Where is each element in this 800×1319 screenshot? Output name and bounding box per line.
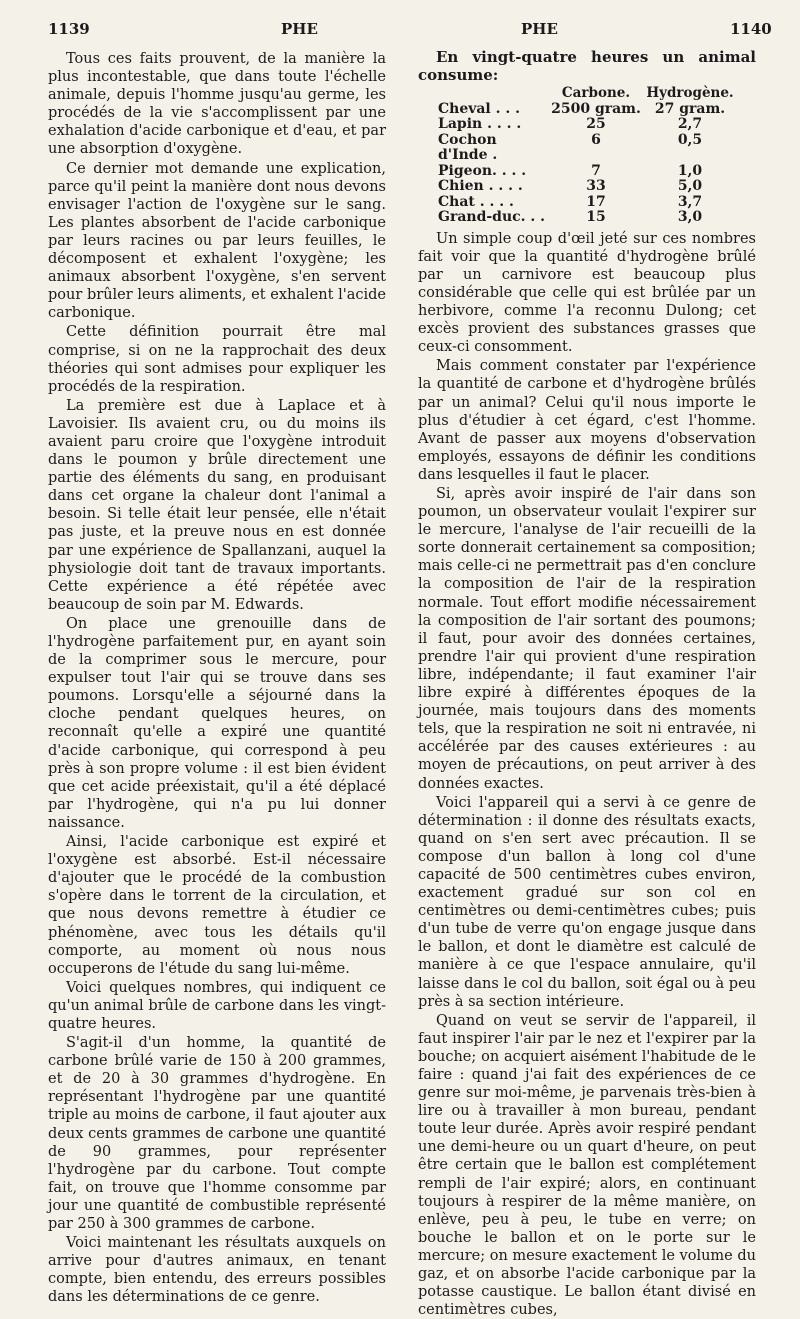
carbon-cell: 25 (586, 116, 606, 133)
animal-cell: Grand-duc. . . (438, 209, 546, 226)
carbon-cell: 17 (586, 193, 606, 210)
animal-cell: Chien . . . . (438, 178, 523, 195)
paragraph: Voici maintenant les résultats auxquels on arrive pour d'autres animaux, en tenant compte, bien entendu, des erreurs possibles dans les déterminations de ce genre. (48, 1235, 386, 1306)
hydrogen-cell: 5,0 (677, 178, 703, 195)
paragraph: Tous ces faits prouvent, de la manière la plus incontestable, que dans toute l'échelle animale, depuis l'homme jusqu'au germe, les procédés de la vie s'accomplissent par une exhalation d'acide carbonique et d'eau, et par une absorption d'oxygène. (48, 51, 386, 158)
hydrogen-column-header: Hydrogène. (646, 85, 734, 102)
table-row (418, 133, 756, 164)
animal-cell: Cochon d'Inde . (438, 131, 498, 164)
table-row (418, 102, 756, 118)
table-header-row (418, 86, 756, 102)
carbon-cell: 33 (586, 178, 606, 195)
table-row (418, 117, 756, 133)
left-running-head: PHE (281, 20, 318, 38)
consumption-table (418, 86, 756, 226)
carbon-cell: 2500 gram. (551, 100, 641, 117)
right-page-number: 1140 (730, 20, 772, 38)
table-row (418, 195, 756, 211)
paragraph: Un simple coup d'œil jeté sur ces nombres fait voir que la quantité d'hydrogène brûlé par un carnivore est beaucoup plus considérable que celle qui est brûlée par un herbivore, comme l'a reconnu Dulong; cet excès provient des substances grasses que ceux-ci consomment. (418, 230, 756, 356)
paragraph: Si, après avoir inspiré de l'air dans son poumon, un observateur voulait l'expirer sur le mercure, l'analyse de l'air recueilli de la sorte donnerait certainement sa composition; mais celle-ci ne permettrait pas d'en conclure la composition de l'air de la respiration normale. Tout effort modifie nécessairement la composition de l'air sortant des poumons; il faut, pour avoir des données certaines, prendre l'air qui provient d'une respiration libre, indépendante; il faut examiner l'air libre expiré à différentes époques de la journée, mais toujours dans des moments tels, que la respiration ne soit ni entravée, ni accélérée par des causes extérieures : au moyen de précautions, on peut arriver à des données exactes. (418, 486, 756, 792)
table-row (418, 164, 756, 180)
animal-cell: Pigeon. . . . (438, 162, 527, 179)
carbon-cell: 6 (591, 131, 601, 148)
paragraph: Cette définition pourrait être mal comprise, si on ne la rapprochait des deux théories qui sont admises pour expliquer les procédés de la respiration. (48, 324, 386, 395)
right-running-head: PHE (521, 20, 558, 38)
hydrogen-cell: 0,5 (677, 131, 703, 148)
left-page-number: 1139 (48, 20, 90, 38)
paragraph: Quand on veut se servir de l'appareil, il faut inspirer l'air par le nez et l'expirer par la bouche; on acquiert aisément l'habitude de le faire : quand j'ai fait des expériences de ce genre sur moi-même, je parvenais très-bien à lire ou à travailler à mon bureau, pendant toute leur durée. Après avoir respiré pendant une demi-heure ou un quart d'heure, on peut être certain que le ballon est complétement rempli de l'air expiré; alors, en continuant toujours à respirer de la même manière, on enlève, peu à peu, le tube en verre; on bouche le ballon et on le porte sur le mercure; on mesure exactement le volume du gaz, et on absorbe l'acide carbonique par la potasse caustique. Le ballon étant divisé en centimètres cubes, (418, 1012, 756, 1319)
animal-cell: Chat . . . . (438, 193, 514, 210)
paragraph: Voici l'appareil qui a servi à ce genre de détermination : il donne des résultats exacts, quand on s'en sert avec précaution. Il se compose d'un ballon à long col d'une capacité de 500 centimètres cubes environ, exactement gradué sur son col en centimètres ou demi-centimètres cubes; puis d'un tube de verre qu'on engage jusque dans le ballon, et dont le diamètre est calculé de manière à ce que l'espace annulaire, qu'il laisse dans le col du ballon, soit égal ou à peu près à sa section intérieure. (418, 794, 756, 1010)
paragraph: Ainsi, l'acide carbonique est expiré et l'oxygène est absorbé. Est-il nécessaire d'ajouter que le procédé de la combustion s'opère dans le torrent de la circulation, et que nous devons remettre à étudier ce phénomène, avec tous les détails qu'il comporte, au moment où nous nous occuperons de l'étude du sang lui-même. (48, 834, 386, 977)
paragraph: On place une grenouille dans de l'hydrogène parfaitement pur, en ayant soin de la comprimer sous le mercure, pour expulser tout l'air qui se trouve dans ses poumons. Lorsqu'elle a séjourné dans la cloche pendant quelques heures, on reconnaît qu'elle a expiré une quantité d'acide carbonique, qui correspond à peu près à son propre volume : il est bien évident que cet acide préexistait, qu'il a été déplacé par l'hydrogène, qui n'a pu lui donner naissance. (48, 615, 386, 831)
table-row (418, 179, 756, 195)
table-title: En vingt-quatre heures un animal consume: (418, 48, 756, 85)
hydrogen-cell: 2,7 (677, 116, 703, 133)
animal-cell: Cheval . . . (438, 100, 520, 117)
carbon-column-header: Carbone. (561, 85, 631, 102)
hydrogen-cell: 3,0 (677, 209, 703, 226)
paragraph: Mais comment constater par l'expérience la quantité de carbone et d'hydrogène brûlés par un animal? Celui qu'il nous importe le plus d'étudier à cet égard, c'est l'homme. Avant de passer aux moyens d'observation employés, essayons de définir les conditions dans lesquelles il faut le placer. (418, 358, 756, 483)
paragraph: S'agit-il d'un homme, la quantité de carbone brûlé varie de 150 à 200 grammes, et de 20 à 30 grammes d'hydrogène. En représentant l'hydrogène par une quantité triple au moins de carbone, il faut ajouter aux deux cents grammes de carbone une quantité de 90 grammes, pour représenter l'hydrogène par du carbone. Tout compte fait, on trouve que l'homme consomme par jour une quantité de combustible représenté par 250 à 300 grammes de carbone. (48, 1035, 386, 1232)
paragraph: La première est due à Laplace et à Lavoisier. Ils avaient cru, ou du moins ils avaient paru croire que l'oxygène introduit dans le poumon y brûle directement une partie des éléments du sang, en produisant dans cet organe la chaleur dont l'animal a besoin. Si telle était leur pensée, elle n'était pas juste, et la preuve nous en est donnée par une expérience de Spallanzani, auquel la physiologie doit tant de travaux importants. Cette expérience a été répétée avec beaucoup de soin par M. Edwards. (48, 397, 386, 613)
right-column (418, 48, 756, 1319)
animal-cell: Lapin . . . . (438, 116, 522, 133)
paragraph: Ce dernier mot demande une explication, parce qu'il peint la manière dont nous devons envisager l'action de l'oxygène sur le sang. Les plantes absorbent de l'acide carbonique par leurs racines ou par leurs feuilles, le décomposent et exhalent l'oxygène; les animaux absorbent l'oxygène, s'en servent pour brûler leurs aliments, et exhalent l'acide carbonique. (48, 160, 386, 322)
table-row (418, 210, 756, 226)
carbon-cell: 7 (591, 162, 601, 179)
paragraph: Voici quelques nombres, qui indiquent ce qu'un animal brûle de carbone dans les vingt-quatre heures. (48, 979, 386, 1032)
carbon-cell: 15 (586, 209, 606, 226)
running-header (48, 20, 772, 48)
left-column (48, 50, 386, 1306)
hydrogen-cell: 3,7 (677, 193, 703, 210)
hydrogen-cell: 1,0 (677, 162, 703, 179)
hydrogen-cell: 27 gram. (654, 100, 726, 117)
